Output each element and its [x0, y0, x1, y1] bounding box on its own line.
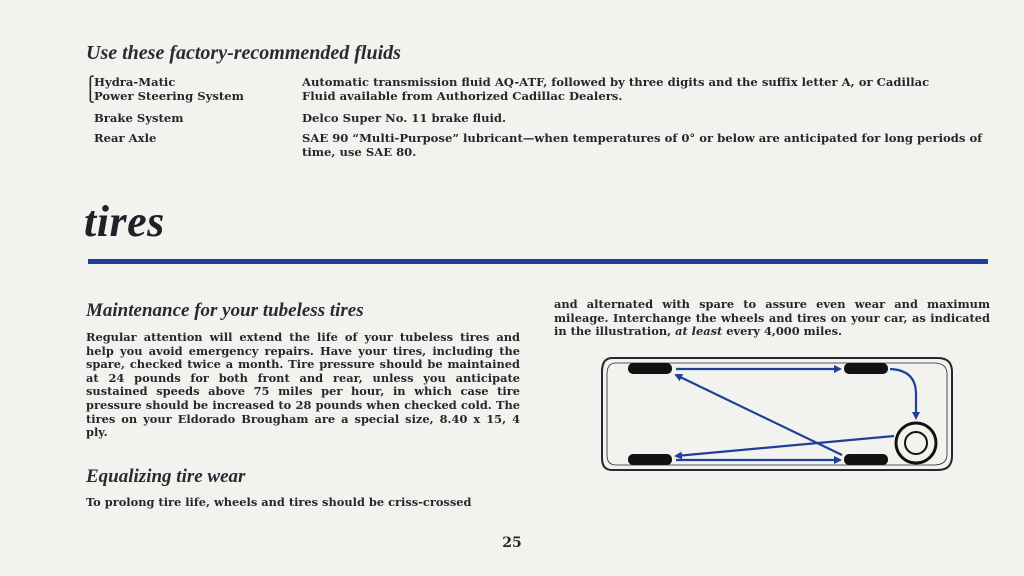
section-rule	[88, 259, 988, 264]
arrow-spare-to-rl	[676, 436, 894, 456]
brace-bottom-icon: ⎩	[86, 89, 95, 103]
fluids-title: Use these factory-recommended fluids	[86, 42, 401, 64]
fluid-name: Brake System	[94, 111, 184, 125]
rotation-text: and alternated with spare to assure even wear and maximum mileage. Interchange the wheels and tires on your car, as indicated in the illustration, at least every 4,000 miles.	[554, 297, 990, 339]
page-number: 25	[502, 535, 522, 551]
maintenance-title: Maintenance for your tubeless tires	[86, 300, 364, 321]
tire-front-right	[844, 363, 888, 374]
fluid-name: ⎧Hydra-Matic	[86, 75, 176, 89]
fluid-desc: Automatic transmission fluid AQ-ATF, followed by three digits and the suffix letter A, or Cadillac	[302, 75, 930, 89]
arrow-fr-to-spare	[890, 369, 916, 418]
tires-heading: tires	[84, 197, 165, 246]
spare-tire	[896, 423, 936, 463]
fluid-name: ⎩Power Steering System	[86, 89, 244, 103]
equalizing-title: Equalizing tire wear	[86, 466, 246, 487]
tire-rear-right	[844, 454, 888, 465]
brace-top-icon: ⎧	[86, 75, 95, 89]
fluid-desc: SAE 90 “Multi-Purpose” lubricant—when temperatures of 0° or below are anticipated for long periods of time, use SAE 80.	[302, 131, 983, 159]
equalizing-text: To prolong tire life, wheels and tires should be criss-crossed	[86, 495, 472, 509]
maintenance-text: Regular attention will extend the life of your tubeless tires and help you avoid emergency repairs. Have your tires, including the spare, checked twice a month. Tire pressure should be maintained at 24 pounds for both front and rear, unless you anticipate sustained speeds above 75 miles per hour, in which case tire pressure should be increased to 28 pounds when checked cold. The tires on your Eldorado Brougham are a special size, 8.40 x 15, 4 ply.	[86, 330, 520, 440]
fluid-desc: Fluid available from Authorized Cadillac Dealers.	[302, 89, 623, 103]
fluid-desc: Delco Super No. 11 brake fluid.	[302, 111, 507, 125]
tire-rear-left	[628, 454, 672, 465]
tire-front-left	[628, 363, 672, 374]
arrow-rr-to-fl	[676, 375, 842, 455]
spare-tire-inner	[905, 432, 927, 454]
fluid-name: Rear Axle	[94, 131, 157, 145]
tire-rotation-diagram	[598, 352, 956, 474]
